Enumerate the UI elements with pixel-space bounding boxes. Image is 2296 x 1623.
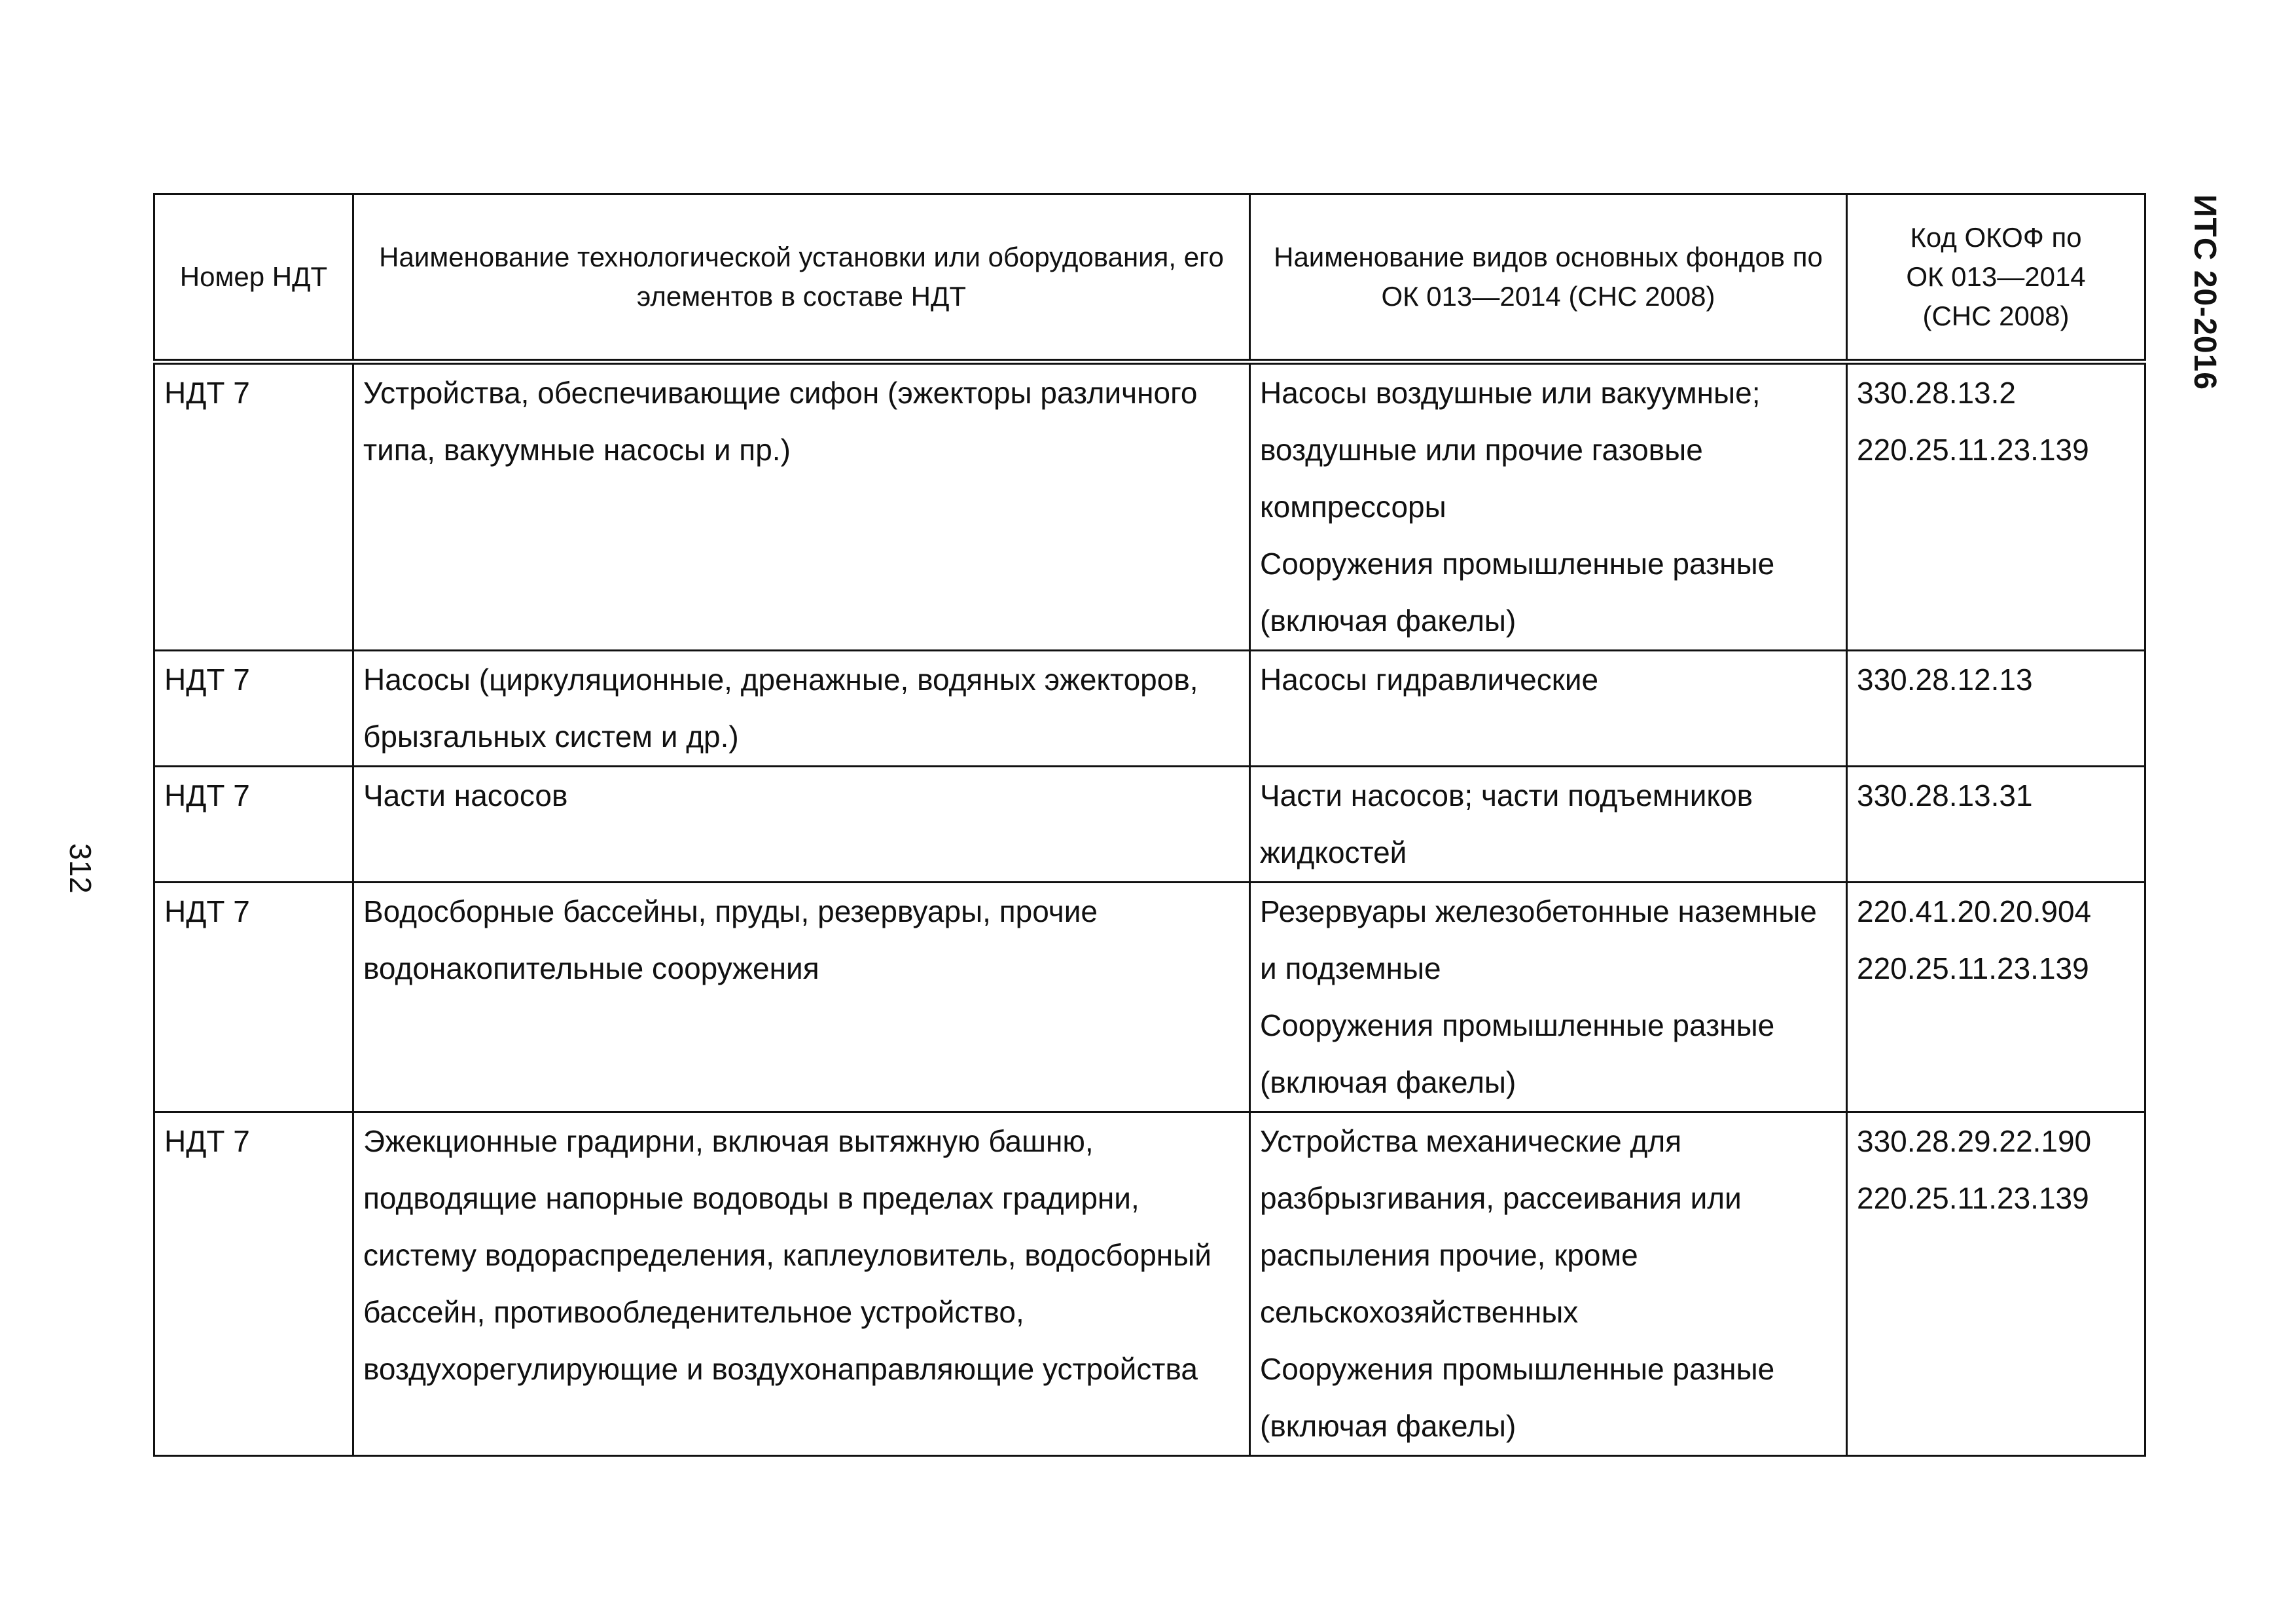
fund-entry: Насосы гидравлические xyxy=(1260,663,1599,697)
cell-equipment: Эжекционные градирни, включая вытяжную башню, подводящие напорные водоводы в пределах градирни, систему водораспределения, каплеуловитель, водосборный бассейн, противообледенительное устройство, воздухорегулирующие и воздухонаправляющие устройства xyxy=(353,1112,1250,1456)
header-okof-code-line: ОК 013—2014 xyxy=(1906,261,2086,292)
cell-ndt: НДТ 7 xyxy=(154,1112,353,1456)
fund-entry: Сооружения промышленные разные (включая факелы) xyxy=(1260,1352,1775,1443)
header-equipment-name: Наименование технологической установки или оборудования, его элементов в составе НДТ xyxy=(353,194,1250,362)
header-fund-type: Наименование видов основных фондов по ОК 013—2014 (СНС 2008) xyxy=(1250,194,1847,362)
table-row xyxy=(154,362,2145,651)
cell-equipment: Части насосов xyxy=(353,767,1250,883)
document-header: ИТС 20-2016 xyxy=(2187,194,2222,390)
table-header-row xyxy=(154,194,2145,362)
cell-equipment: Водосборные бассейны, пруды, резервуары, прочие водонакопительные сооружения xyxy=(353,883,1250,1112)
header-okof-code-line: (СНС 2008) xyxy=(1922,301,2070,331)
cell-ndt: НДТ 7 xyxy=(154,362,353,651)
cell-funds xyxy=(1250,651,1847,767)
cell-codes xyxy=(1847,767,2145,883)
page-number: 312 xyxy=(63,843,98,894)
cell-ndt: НДТ 7 xyxy=(154,767,353,883)
fund-entry: Сооружения промышленные разные (включая факелы) xyxy=(1260,547,1775,638)
header-okof-code xyxy=(1847,194,2145,362)
cell-funds xyxy=(1250,362,1847,651)
header-okof-code-line: Код ОКОФ по xyxy=(1910,222,2082,253)
cell-codes xyxy=(1847,1112,2145,1456)
cell-equipment: Насосы (циркуляционные, дренажные, водяных эжекторов, брызгальных систем и др.) xyxy=(353,651,1250,767)
cell-ndt: НДТ 7 xyxy=(154,651,353,767)
cell-funds xyxy=(1250,883,1847,1112)
okof-code: 330.28.13.2 xyxy=(1857,376,2017,410)
header-ndt-number: Номер НДТ xyxy=(154,194,353,362)
okof-code: 220.25.11.23.139 xyxy=(1857,433,2089,467)
fund-entry: Сооружения промышленные разные (включая факелы) xyxy=(1260,1008,1775,1099)
table-row xyxy=(154,883,2145,1112)
okof-code: 330.28.12.13 xyxy=(1857,663,2033,697)
cell-codes xyxy=(1847,362,2145,651)
cell-funds xyxy=(1250,1112,1847,1456)
cell-funds xyxy=(1250,767,1847,883)
table-row xyxy=(154,767,2145,883)
cell-codes xyxy=(1847,883,2145,1112)
cell-codes xyxy=(1847,651,2145,767)
cell-equipment: Устройства, обеспечивающие сифон (эжекторы различного типа, вакуумные насосы и пр.) xyxy=(353,362,1250,651)
fund-entry: Насосы воздушные или вакуумные; воздушные или прочие газовые компрессоры xyxy=(1260,376,1761,524)
okof-code: 330.28.13.31 xyxy=(1857,778,2033,812)
okof-code: 220.25.11.23.139 xyxy=(1857,951,2089,985)
table-row xyxy=(154,1112,2145,1456)
table-row xyxy=(154,651,2145,767)
cell-ndt: НДТ 7 xyxy=(154,883,353,1112)
fund-entry: Части насосов; части подъемников жидкостей xyxy=(1260,778,1753,869)
okof-table xyxy=(153,193,2146,1457)
okof-code: 220.41.20.20.904 xyxy=(1857,894,2092,928)
okof-code: 220.25.11.23.139 xyxy=(1857,1181,2089,1215)
fund-entry: Резервуары железобетонные наземные и подземные xyxy=(1260,894,1817,985)
fund-entry: Устройства механические для разбрызгивания, рассеивания или распыления прочие, кроме сельскохозяйственных xyxy=(1260,1124,1742,1329)
okof-code: 330.28.29.22.190 xyxy=(1857,1124,2092,1158)
